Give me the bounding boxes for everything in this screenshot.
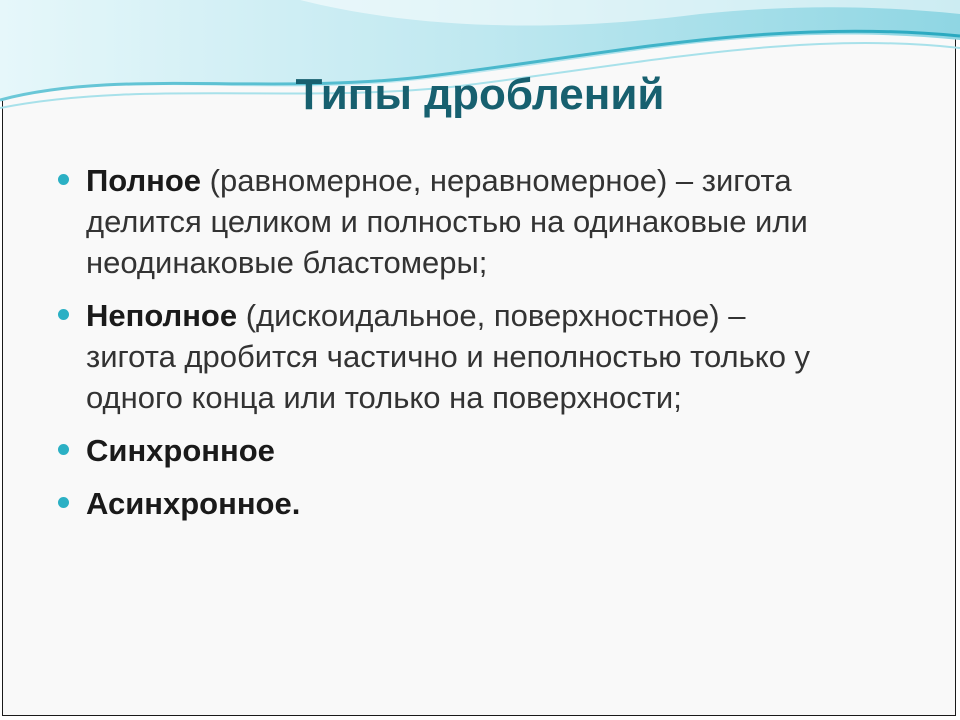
list-item — [58, 483, 838, 524]
bullet-dot-icon — [58, 309, 69, 320]
bullet-dot-icon — [58, 497, 69, 508]
list-item — [58, 160, 838, 283]
bullet-list — [58, 160, 838, 536]
item-term: Неполное — [86, 298, 238, 333]
list-item — [58, 295, 838, 418]
list-item — [58, 430, 838, 471]
item-term: Полное — [86, 163, 202, 198]
item-detail: (равномерное, неравномерное) – зигота делится целиком и полностью на одинаковые или неодинаковые бластомеры; — [86, 163, 808, 280]
item-term: Асинхронное. — [86, 486, 301, 521]
bullet-dot-icon — [58, 444, 69, 455]
slide-title: Типы дроблений — [295, 70, 665, 119]
item-detail: (дискоидальное, поверхностное) – зигота дробится частично и неполностью только у одного конца или только на поверхности; — [86, 298, 811, 415]
item-term: Синхронное — [86, 433, 275, 468]
bullet-dot-icon — [58, 174, 69, 185]
